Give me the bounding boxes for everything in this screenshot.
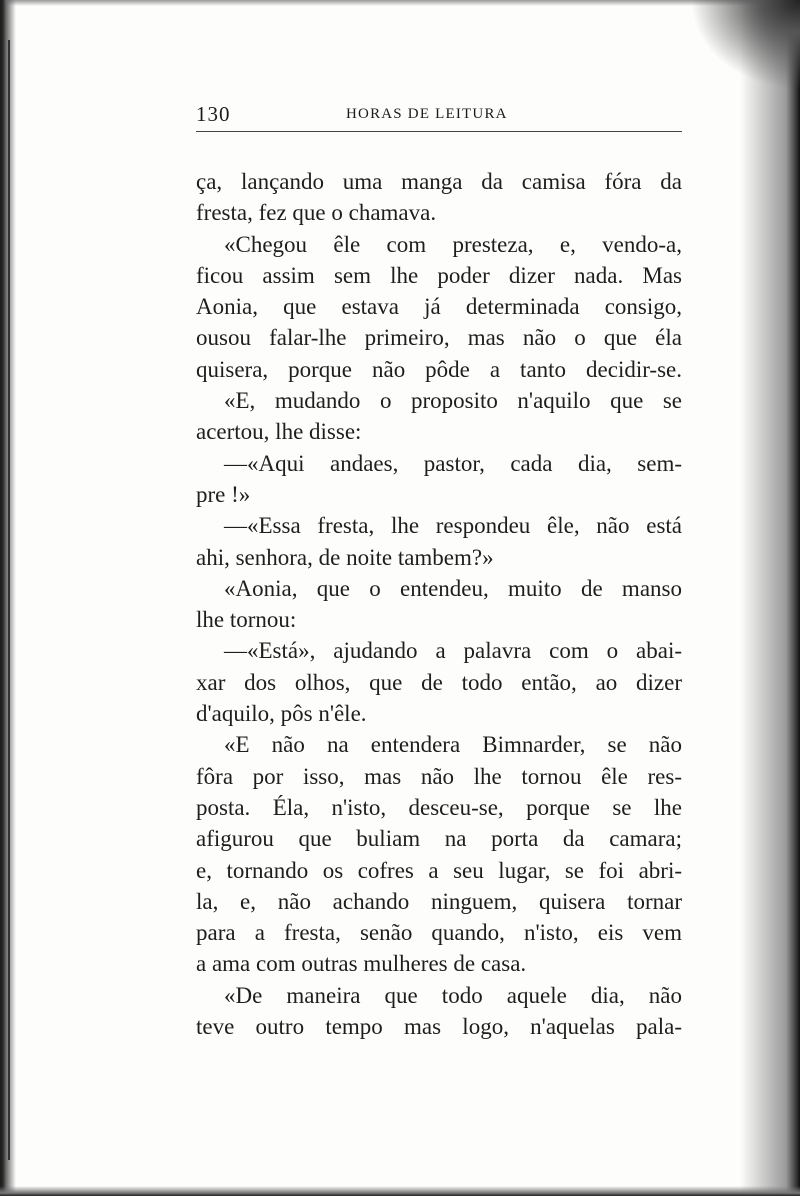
text-line: d'aquilo, pôs n'êle.	[196, 701, 367, 727]
text-line: posta. Éla, n'isto, desceu-se, porque se lhe	[196, 794, 682, 820]
text-line: pre !»	[196, 481, 251, 507]
running-header	[196, 100, 682, 134]
text-line: e, tornando os cofres a seu lugar, se foi abri-	[196, 857, 682, 883]
running-title: HORAS DE LEITURA	[346, 106, 508, 122]
text-line: afigurou que buliam na porta da camara;	[196, 826, 682, 852]
text-line: «Chegou êle com presteza, e, vendo-a,	[224, 231, 682, 257]
text-line: —«Aqui andaes, pastor, cada dia, sem-	[224, 450, 682, 476]
scan-corner-shadow	[690, 0, 800, 90]
text-line: la, e, não achando ninguem, quisera tornar	[196, 888, 682, 914]
text-line: «E, mudando o proposito n'aquilo que se	[224, 388, 682, 414]
scan-edge-bottom	[0, 1186, 800, 1196]
header-rule	[196, 131, 682, 132]
body-text	[196, 166, 682, 1042]
text-line: fresta, fez que o chamava.	[196, 200, 437, 226]
scan-edge-right	[740, 0, 800, 1196]
scan-edge-left-line	[8, 40, 10, 1160]
text-line: acertou, lhe disse:	[196, 419, 362, 445]
text-line: ça, lançando uma manga da camisa fóra da	[196, 169, 682, 194]
page-number: 130	[196, 102, 231, 126]
text-line: a ama com outras mulheres de casa.	[196, 951, 527, 977]
text-line: para a fresta, senão quando, n'isto, eis vem	[196, 920, 682, 946]
text-line: «Aonia, que o entendeu, muito de manso	[224, 575, 682, 601]
text-line: «E não na entendera Bimnarder, se não	[224, 732, 682, 758]
text-line: —«Essa fresta, lhe respondeu êle, não está	[224, 513, 682, 539]
scan-edge-top	[0, 0, 800, 6]
text-line: ahi, senhora, de noite tambem?»	[196, 544, 494, 570]
text-line: ficou assim sem lhe poder dizer nada. Mas	[196, 262, 682, 288]
text-line: ousou falar-lhe primeiro, mas não o que éla	[196, 325, 682, 351]
text-line: quisera, porque não pôde a tanto decidir-se.	[196, 356, 682, 382]
text-line: Aonia, que estava já determinada consigo,	[196, 294, 682, 320]
text-line: «De maneira que todo aquele dia, não	[224, 982, 682, 1008]
text-line: teve outro tempo mas logo, n'aquelas pala-	[196, 1014, 682, 1040]
text-line: lhe tornou:	[196, 607, 297, 633]
text-line: fôra por isso, mas não lhe tornou êle res-	[196, 763, 682, 789]
text-line: —«Está», ajudando a palavra com o abai-	[224, 638, 682, 664]
text-line: xar dos olhos, que de todo então, ao dizer	[196, 669, 682, 695]
